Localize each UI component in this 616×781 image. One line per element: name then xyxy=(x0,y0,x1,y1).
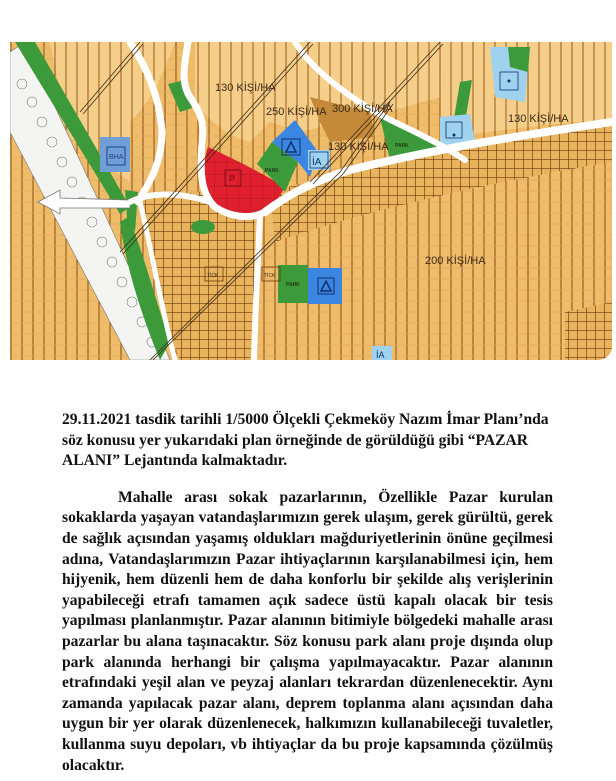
pazar-symbol: P xyxy=(229,174,236,184)
density-label-300: 300 KİŞİ/HA xyxy=(332,103,393,115)
density-label-130-mid: 130 KİŞİ/HA xyxy=(328,141,389,153)
park-label-2: PARK xyxy=(395,143,409,149)
tick-label-2: TİCK xyxy=(264,273,276,279)
park-label-3: PARK xyxy=(286,282,300,288)
park-label: PARK xyxy=(265,168,279,174)
map-canvas xyxy=(10,42,612,360)
paragraph-project-description: Mahalle arası sokak pazarlarının, Özellikle Pazar kurulan sokaklarda yaşayan vatandaşlarımızın gerek ulaşım, gerek gürültü, gerek de sağlık açısından yaşamış oldukları mağduriyetlerinin önüne geçilmesi adına, Vatandaşlarımızın Pazar ihtiyaçlarının karşılanabilmesi için, hem hijyenik, hem düzenli hem de daha konforlu bir şekilde alış verişlerinin yapabileceği etrafı tamamen açık sadece üstü kapalı olacak bir tesis yapılması planlanmıştır. Pazar alanının bitimiyle bölgedeki mahalle arası pazarlar bu alana taşınacaktır. Söz konusu park alanı proje dışında olup park alanında herhangi bir çalışma yapılmayacaktır. Pazar alanının etrafındaki yeşil alan ve peyzaj alanları tekrardan düzenlenecektir. Aynı zamanda yapılacak pazar alanı, deprem toplanma alanı açısından daha uygun bir yer olarak düzenlenecek, halkımızın kullanabileceği tuvaletler, kullanma suyu depoları, vb ihtiyaçlar da bu proje kapsamında çözülmüş olacaktır. xyxy=(62,488,553,774)
density-label-250: 250 KİŞİ/HA xyxy=(266,106,327,118)
tick-label-1: TİCK xyxy=(207,273,219,279)
density-label-130-right: 130 KİŞİ/HA xyxy=(508,113,569,125)
density-label-200: 200 KİŞİ/HA xyxy=(425,255,486,267)
ia-label-1: İA xyxy=(312,157,322,168)
paragraph-plan-reference: 29.11.2021 tasdik tarihli 1/5000 Ölçekli Çekmeköy Nazım İmar Planı’nda söz konusu yer yukarıdaki plan örneğinde de görüldüğü gibi “PAZAR ALANI” Lejantında kalmaktadır. xyxy=(62,411,549,470)
density-label-130-top: 130 KİŞİ/HA xyxy=(215,82,276,94)
bha-label: BHA xyxy=(109,154,124,161)
document-body xyxy=(62,410,553,776)
zoning-plan-map xyxy=(10,42,612,360)
ia-label-2: İA xyxy=(376,350,385,360)
